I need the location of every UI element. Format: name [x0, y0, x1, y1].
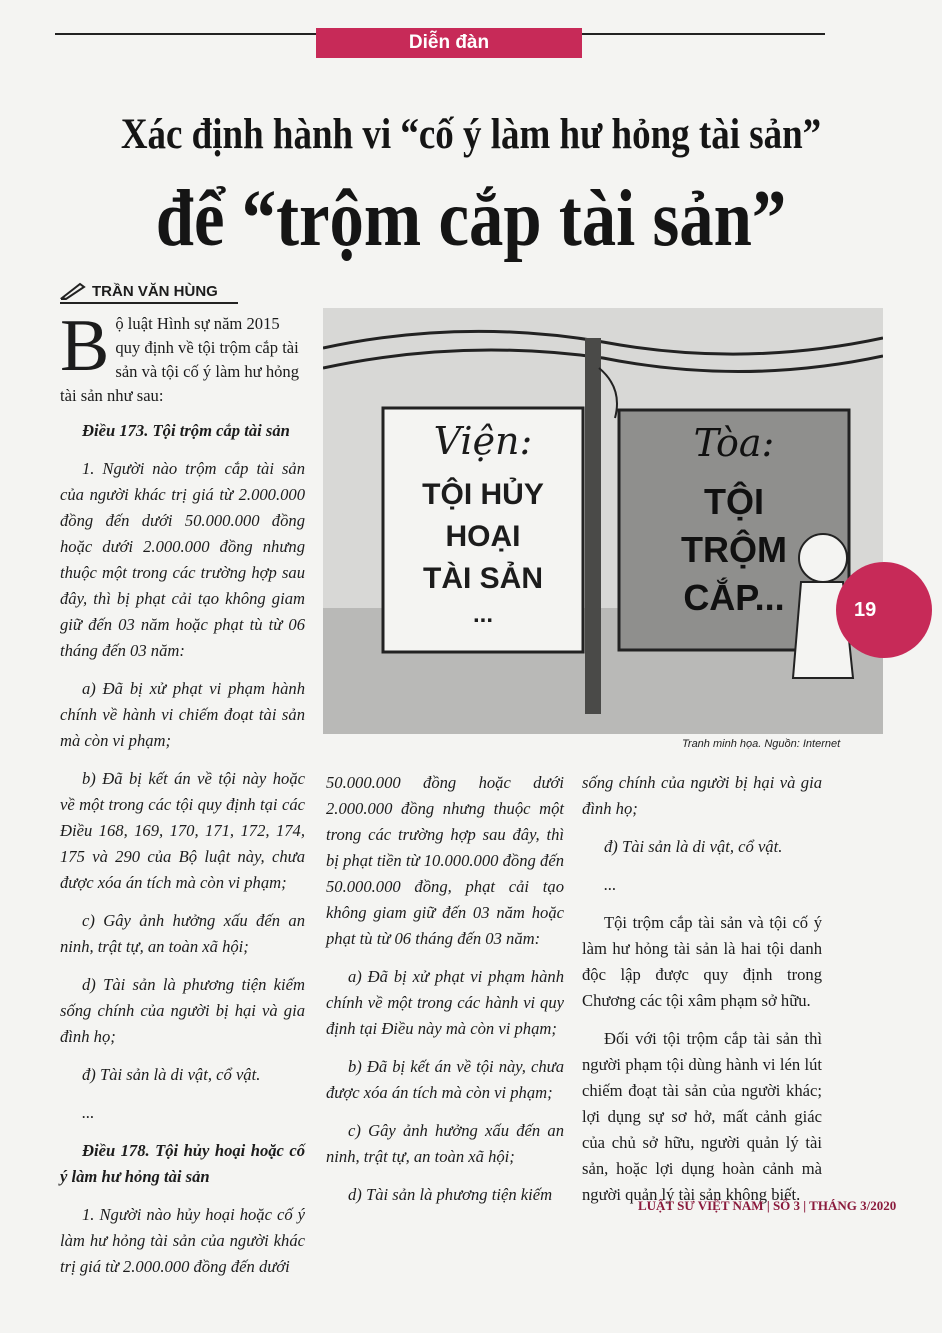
column-2	[326, 770, 564, 1220]
right-sign-line2: TRỘM	[681, 529, 787, 570]
author-name: TRẦN VĂN HÙNG	[92, 282, 218, 300]
column-3	[582, 770, 822, 1220]
byline	[60, 282, 238, 304]
paragraph: sống chính của người bị hại và gia đình họ;	[582, 773, 822, 818]
left-sign-line2: HOẠI	[445, 520, 521, 553]
paragraph: d) Tài sản là phương tiện kiếm sống chính của người bị hại và gia đình họ;	[60, 975, 305, 1046]
article-title-line2: để “trộm cắp tài sản”	[155, 175, 787, 263]
paragraph: 1. Người nào trộm cắp tài sản của người khác trị giá từ 2.000.000 đồng đến dưới 50.000.000 đồng hoặc dưới 2.000.000 đồng nhưng thuộc một trong các trường hợp sau đây, thì bị phạt cải tạo không giam giữ đến 03 năm hoặc phạt tù từ 06 tháng đến 03 năm:	[60, 459, 305, 660]
paragraph: a) Đã bị xử phạt vi phạm hành chính về một trong các hành vi quy định tại Điều này mà còn vi phạm;	[326, 967, 564, 1038]
left-sign-heading: Viện:	[433, 419, 533, 463]
ellipsis: ...	[604, 875, 617, 894]
paragraph: 50.000.000 đồng hoặc dưới 2.000.000 đồng nhưng thuộc một trong các trường hợp sau đây, thì bị phạt tiền từ 10.000.000 đồng đến 50.000.000 đồng, phạt cải tạo không giam giữ đến 03 năm hoặc phạt tù từ 06 tháng đến 03 năm:	[326, 773, 564, 948]
section-label: Diễn đàn	[408, 32, 490, 53]
paragraph: đ) Tài sản là di vật, cổ vật.	[82, 1065, 261, 1084]
article-title-line1: Xác định hành vi “cố ý làm hư hỏng tài sản”	[120, 111, 822, 158]
ellipsis: ...	[82, 1103, 95, 1122]
left-sign	[383, 416, 583, 630]
illustration	[323, 308, 883, 734]
paragraph: b) Đã bị kết án về tội này, chưa được xóa án tích mà còn vi phạm;	[326, 1057, 564, 1102]
dropcap: B	[60, 305, 110, 387]
paragraph: đ) Tài sản là di vật, cổ vật.	[604, 837, 783, 856]
right-sign	[619, 418, 849, 622]
right-sign-heading: Tòa:	[693, 421, 775, 465]
article-178-heading: Điều 178. Tội hủy hoại hoặc cố ý làm hư hỏng tài sản	[60, 1141, 305, 1186]
paragraph: c) Gây ảnh hưởng xấu đến an ninh, trật tự, an toàn xã hội;	[60, 911, 305, 956]
left-sign-dots: ...	[472, 601, 493, 628]
paragraph: b) Đã bị kết án về tội này hoặc về một trong các tội quy định tại các Điều 168, 169, 170, 171, 172, 174, 175 và 290 của Bộ luật này, chưa được xóa án tích mà còn vi phạm;	[60, 769, 305, 892]
paragraph: Tội trộm cắp tài sản và tội cố ý làm hư hỏng tài sản là hai tội danh độc lập được quy định trong Chương các tội xâm phạm sở hữu.	[582, 913, 822, 1010]
column-1	[60, 418, 305, 1292]
right-sign-line3: CẮP...	[683, 577, 785, 618]
paragraph: Đối với tội trộm cắp tài sản thì người phạm tội dùng hành vi lén lút chiếm đoạt tài sản của người khác; lợi dụng sự sơ hở, mất cảnh giác của chủ sở hữu, người quản lý tài sản, hoặc lợi dụng hoàn cảnh mà người quản lý tài sản không biết.	[582, 1029, 822, 1204]
paragraph: c) Gây ảnh hưởng xấu đến an ninh, trật tự, an toàn xã hội;	[326, 1121, 564, 1166]
pen-icon	[60, 282, 86, 300]
paragraph: d) Tài sản là phương tiện kiếm	[348, 1185, 553, 1204]
paragraph: 1. Người nào hủy hoại hoặc cố ý làm hư hỏng tài sản của người khác trị giá từ 2.000.000 đồng đến dưới	[60, 1205, 305, 1276]
intro-paragraph	[60, 305, 305, 408]
paragraph: a) Đã bị xử phạt vi phạm hành chính về hành vi chiếm đoạt tài sản mà còn vi phạm;	[60, 679, 305, 750]
section-tag	[316, 28, 582, 58]
intro-text: ộ luật Hình sự năm 2015 quy định về tội trộm cắp tài sản và tội cố ý làm hư hỏng tài sản như sau:	[60, 314, 300, 405]
left-sign-line3: TÀI SẢN	[423, 562, 543, 595]
page-number: 19	[854, 598, 877, 621]
footer-publication: LUẬT SƯ VIỆT NAM | SỐ 3 | THÁNG 3/2020	[638, 1198, 897, 1213]
illustration-caption: Tranh minh họa. Nguồn: Internet	[682, 738, 841, 750]
page-number-badge	[836, 562, 932, 658]
left-sign-line1: TỘI HỦY	[422, 478, 544, 511]
right-sign-line1: TỘI	[704, 481, 764, 522]
article-173-heading: Điều 173. Tội trộm cắp tài sản	[82, 421, 290, 440]
